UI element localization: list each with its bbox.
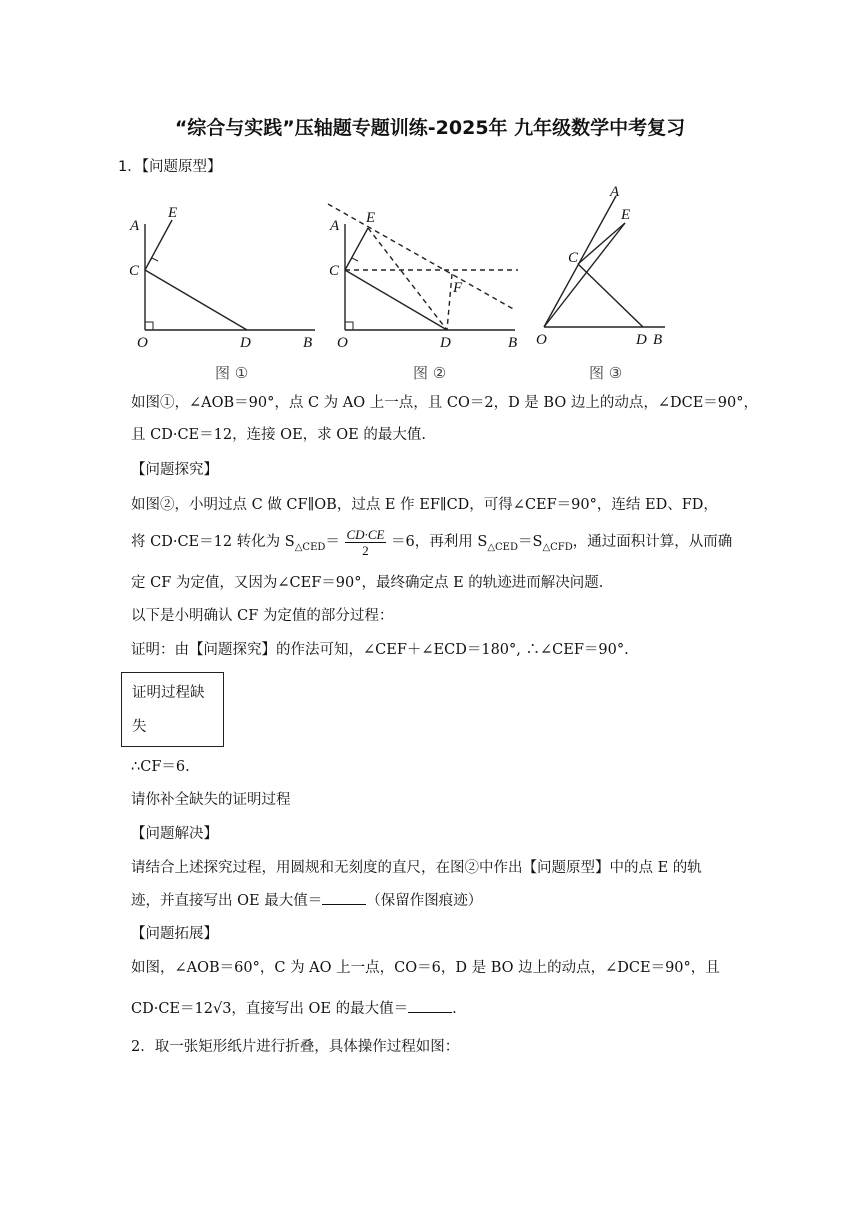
explore-line-2-a: 将 CD·CE＝12 转化为 S [131, 534, 295, 550]
fig2-label-e: E [366, 210, 376, 226]
fig3-label-a: A [610, 184, 620, 200]
solve-heading: 【问题解决】 [131, 826, 218, 842]
fig1-label-e: E [168, 205, 178, 221]
explore-line-2 [131, 525, 732, 565]
answer-blank-2[interactable] [408, 998, 452, 1013]
extend-heading: 【问题拓展】 [131, 926, 218, 942]
explore-line-2-d: ，通过面积计算，从而确 [572, 534, 733, 550]
fig2-label-d: D [440, 335, 451, 351]
fig2-label-b: B [508, 335, 518, 351]
fraction [345, 527, 387, 558]
fig3-label-o: O [536, 332, 547, 348]
explore-heading: 【问题探究】 [131, 462, 218, 478]
prototype-line-1: 如图①，∠AOB＝90°，点 C 为 AO 上一点，且 CO＝2，D 是 BO 边上的动点，∠DCE＝90°， [131, 395, 758, 411]
fig3-label-e: E [621, 207, 631, 223]
therefore-line: ∴CF＝6. [131, 759, 190, 775]
explore-line-2-b: ＝6，再利用 S [391, 534, 488, 550]
fig2-label-f: F [453, 280, 463, 296]
solve-line-2 [131, 890, 482, 911]
explore-line-2-c: ＝S [518, 534, 543, 550]
answer-blank-1[interactable] [322, 890, 366, 905]
equals-sign: ＝ [325, 534, 340, 550]
figure-1 [145, 220, 315, 330]
extend-line-2 [131, 998, 457, 1019]
subscript-ced-2: △CED [487, 541, 518, 553]
solve-line-2-a: 迹，并直接写出 OE 最大值＝ [131, 893, 323, 909]
extend-line-1: 如图，∠AOB＝60°，C 为 AO 上一点，CO＝6，D 是 BO 边上的动点，∠DCE＝90°，且 [131, 960, 720, 976]
fig2-label-o: O [337, 335, 348, 351]
explore-line-4: 以下是小明确认 CF 为定值的部分过程： [131, 608, 394, 624]
q1-heading [118, 157, 221, 177]
solve-line-1: 请结合上述探究过程，用圆规和无刻度的直尺，在图②中作出【问题原型】中的点 E 的轨 [131, 860, 702, 876]
complete-line: 请你补全缺失的证明过程 [131, 792, 291, 808]
subscript-ced-1: △CED [294, 541, 326, 553]
fig3-label-b: B [653, 332, 663, 348]
fig1-label-o: O [137, 335, 148, 351]
fig1-label-c: C [129, 263, 140, 279]
fig1-label-d: D [240, 335, 251, 351]
solve-line-2-b: （保留作图痕迹） [366, 893, 483, 909]
proof-line: 证明：由【问题探究】的作法可知，∠CEF＋∠ECD＝180°, ∴∠CEF＝90°. [131, 642, 629, 658]
missing-box-line-1: 证明过程缺 [132, 685, 205, 701]
figures [0, 182, 860, 382]
q1-prototype-heading: 【问题原型】 [141, 159, 222, 175]
fig3-label-d: D [636, 332, 647, 348]
fig2-label-a: A [330, 218, 340, 234]
fraction-denominator: 2 [362, 542, 369, 558]
missing-proof-box [121, 672, 224, 747]
fig1-caption: 图 ① [215, 364, 249, 382]
fig2-caption: 图 ② [413, 364, 447, 382]
subscript-cfd: △CFD [542, 541, 573, 553]
figure-2 [328, 204, 518, 330]
fraction-numerator: CD·CE [346, 526, 385, 542]
extend-line-2-b: . [452, 1001, 457, 1017]
missing-box-line-2: 失 [132, 719, 147, 735]
explore-line-3: 定 CF 为定值，又因为∠CEF＝90°，最终确定点 E 的轨迹进而解决问题. [131, 575, 604, 591]
figure-3 [544, 196, 665, 327]
q2-line: 2．取一张矩形纸片进行折叠，具体操作过程如图： [131, 1039, 460, 1055]
fig3-caption: 图 ③ [589, 364, 623, 382]
extend-line-2-a: CD·CE＝12√3，直接写出 OE 的最大值＝ [131, 1001, 409, 1017]
fig2-label-c: C [329, 263, 340, 279]
fig3-label-c: C [568, 250, 579, 266]
fig1-label-b: B [303, 335, 313, 351]
explore-line-1: 如图②，小明过点 C 做 CF∥OB，过点 E 作 EF∥CD，可得∠CEF＝90°，连结 ED、FD， [131, 497, 718, 513]
prototype-line-2: 且 CD·CE＝12，连接 OE，求 OE 的最大值. [131, 427, 426, 443]
page-title: “综合与实践”压轴题专题训练-2025年 九年级数学中考复习 [174, 117, 686, 139]
fig1-label-a: A [130, 218, 140, 234]
q1-number: 1． [118, 159, 142, 175]
